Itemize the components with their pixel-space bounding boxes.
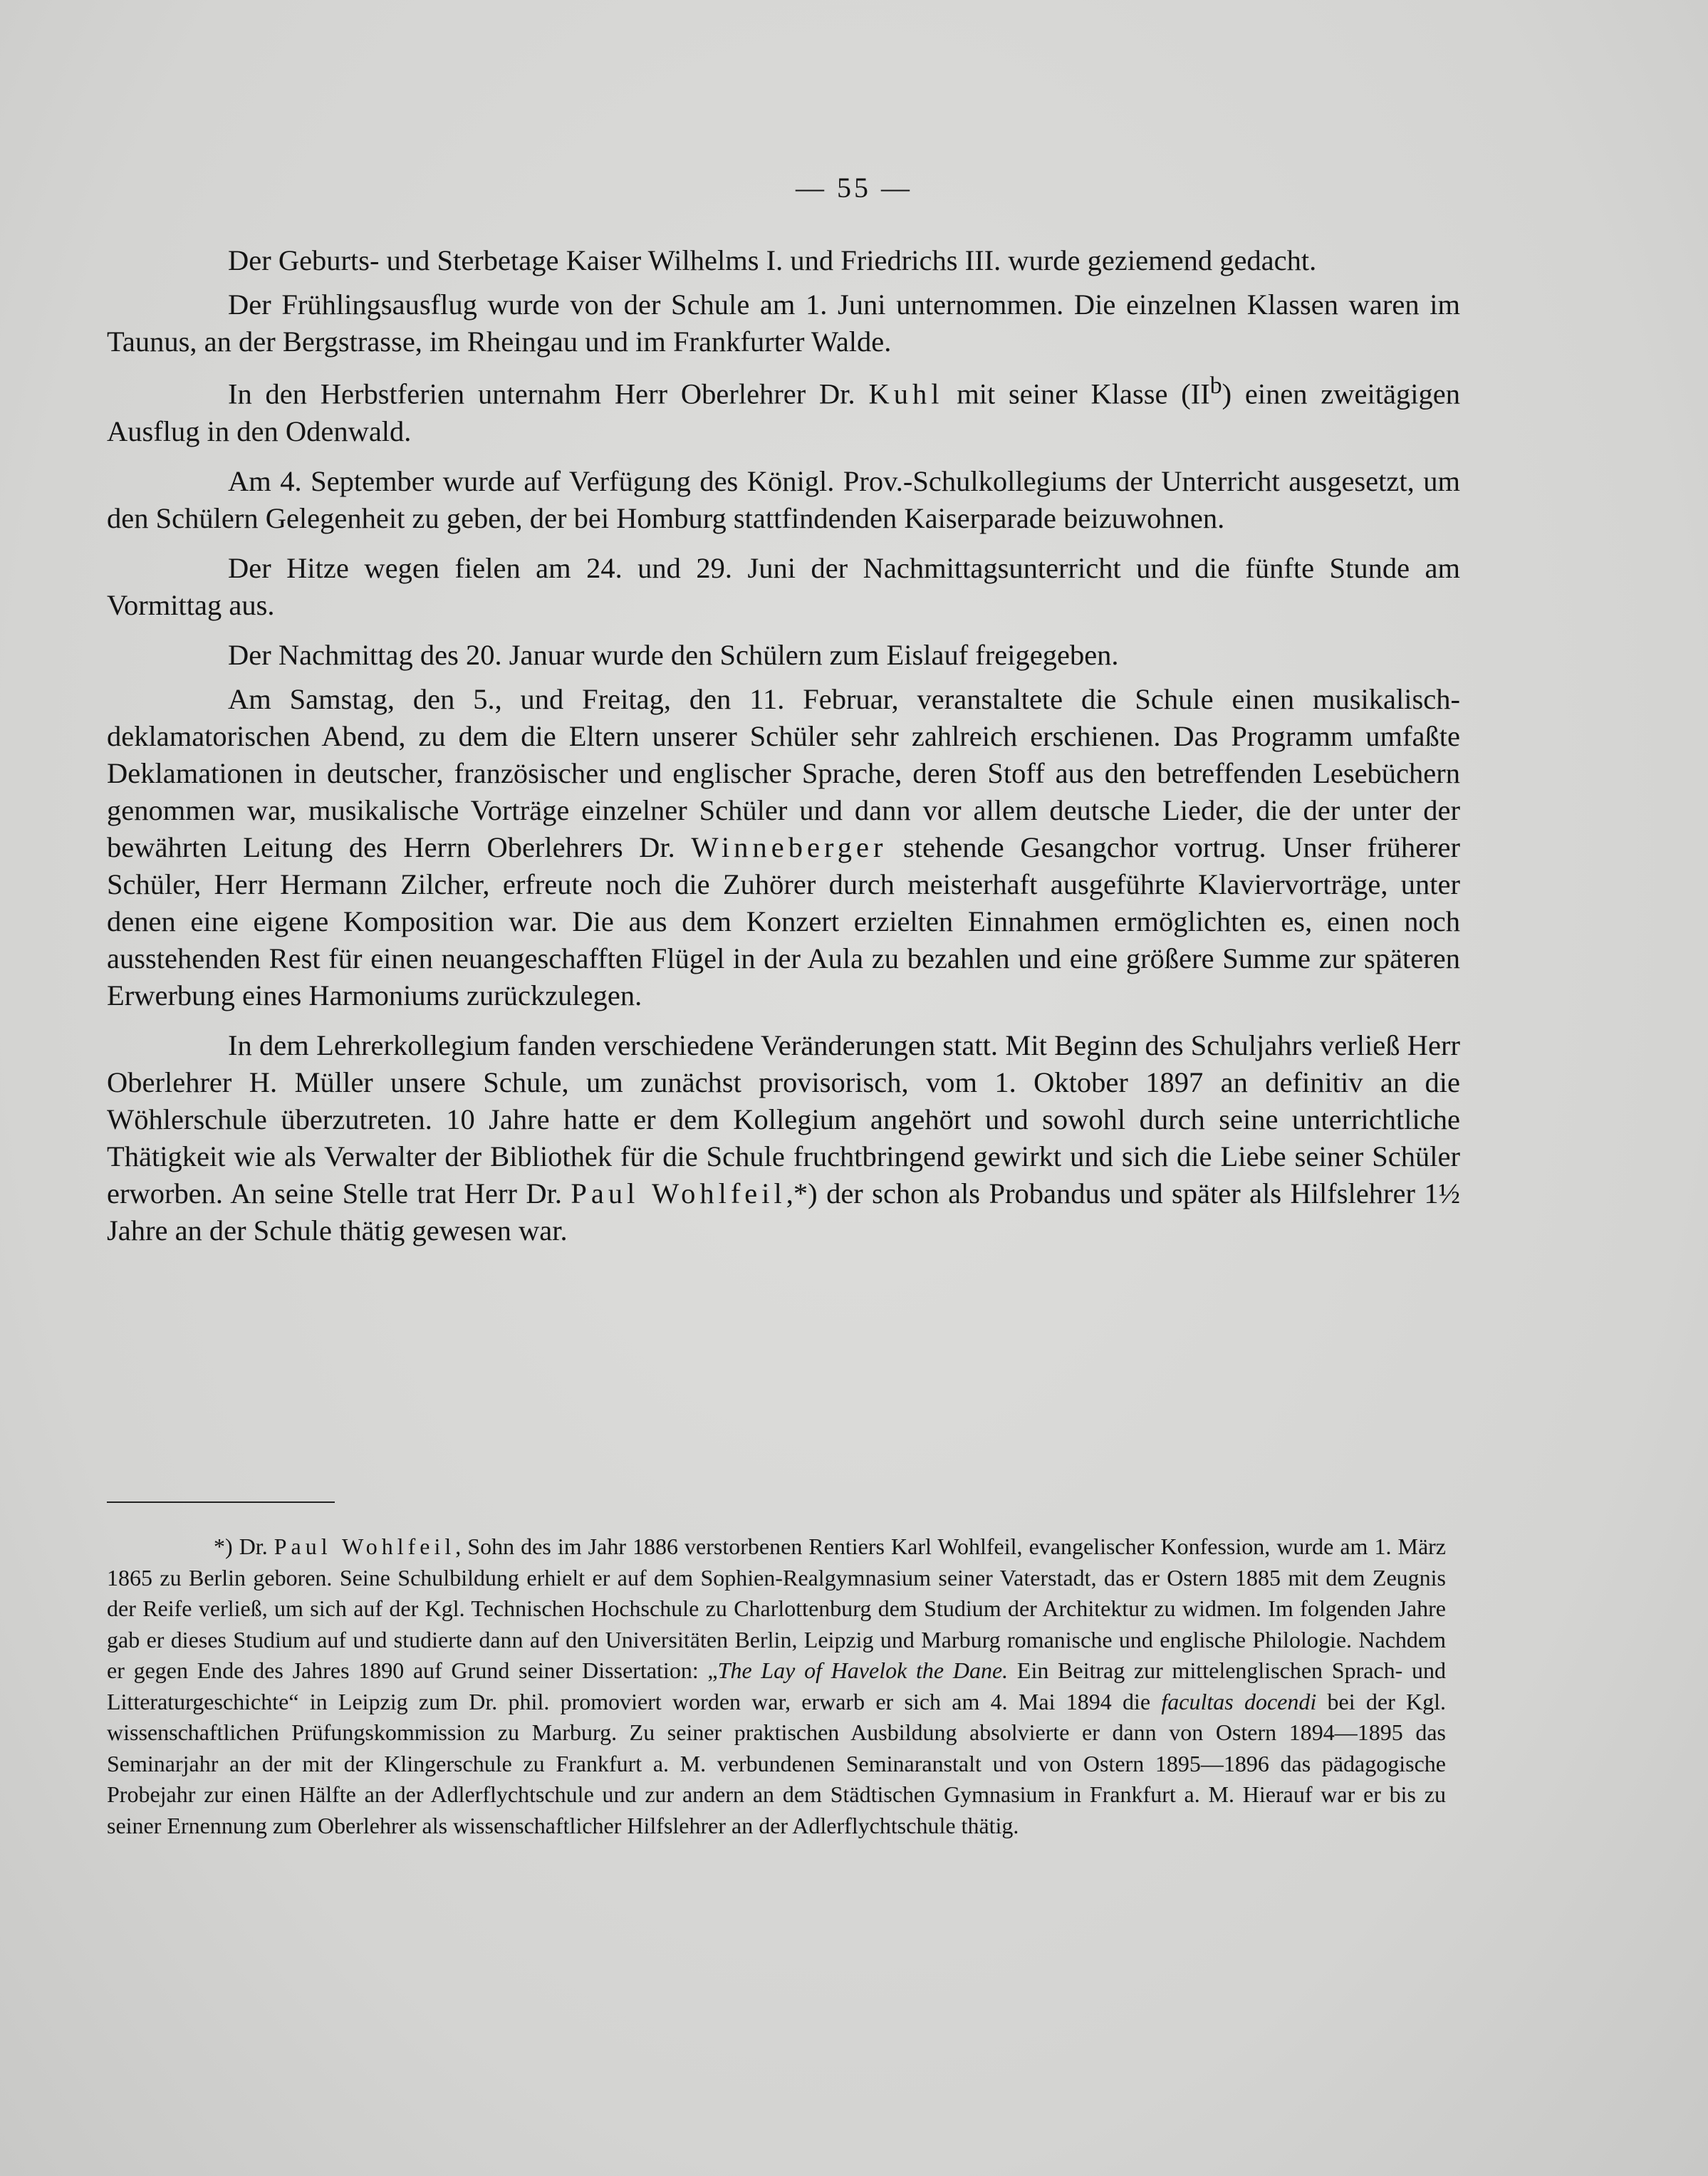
text-run: ) einen zweitägigen Ausflug in den Odenwald. bbox=[107, 378, 1460, 447]
text-run: bei der Kgl. wissenschaftlichen Prüfungskommission zu Marburg. Zu seiner praktischen Ausbildung absolvierte er dann von Ostern 1894—1895 das Seminarjahr an der mit der Klingerschule zu Frankfurt a. M. verbundenen Seminaranstalt und von Ostern 1895—1896 das pädagogische Probejahr zur einen Hälfte an der Adlerflychtschule und zur andern an dem Städtischen Gymnasium in Frankfurt a. M. Hierauf war er bis zu seiner Ernennung zum Oberlehrer als wissenschaftlicher Hilfslehrer an der Adlerflychtschule thätig. bbox=[107, 1688, 1447, 1838]
paragraph-kaiserparade: Am 4. September wurde auf Verfügung des Königl. Prov.-Schulkollegiums der Unterricht ausgesetzt, um den Schülern Gelegenheit zu geben, der bei Homburg stattfindenden Kaiserparade beizuwohnen. bbox=[107, 464, 1460, 534]
page-number: — 55 — bbox=[796, 172, 912, 204]
text-run: Ein Beitrag zur mittelenglischen Sprach- und Litteraturgeschichte“ in Leipzig zum Dr. phil. promoviert worden war, erwarb er sich am 4. Mai 1894 die bbox=[107, 1657, 1447, 1714]
text-run: In den Herbstferien unternahm Herr Oberlehrer Dr. bbox=[228, 378, 869, 410]
text-run: , Sohn des im Jahr 1886 verstorbenen Rentiers Karl Wohlfeil, evangelischer Konfession, wurde am 1. März 1865 zu Berlin geboren. Seine Schulbildung erhielt er auf dem Sophien-Realgymnasium seiner Vaterstadt, das er Ostern 1885 mit dem Zeugnis der Reife verließ, um sich auf der Kgl. Technischen Hochschule zu Charlottenburg dem Studium der Architektur zu widmen. Im folgenden Jahre gab er dieses Studium auf und studierte dann auf den Universitäten Berlin, Leipzig und Marburg romanische und englische Philologie. Nachdem er gegen Ende des Jahres 1890 auf Grund seiner Dissertation: „ bbox=[107, 1534, 1447, 1683]
paragraph-kaiser-gedenktage: Der Geburts- und Sterbetage Kaiser Wilhelms I. und Friedrichs III. wurde geziemend gedacht. bbox=[228, 244, 1317, 276]
main-text bbox=[107, 242, 1460, 1256]
person-name-kuhl: Kuhl bbox=[868, 378, 944, 410]
footnote-divider bbox=[107, 1501, 335, 1503]
paragraph-fruehlingsausflug: Der Frühlingsausflug wurde von der Schule am 1. Juni unternommen. Die einzelnen Klassen waren im Taunus, an der Bergstrasse, im Rheingau und im Frankfurter Walde. bbox=[107, 288, 1460, 358]
class-superscript: b bbox=[1209, 373, 1222, 399]
text-run: stehende Gesangchor vortrug. Unser früherer Schüler, Herr Hermann Zilcher, erfreute noch die Zuhörer durch meisterhaft ausgeführte Klaviervorträge, unter denen eine eigene Komposition war. Die aus dem Konzert erzielten Einnahmen ermöglichten es, einen noch ausstehenden Rest für einen neuangeschafften Flügel in der Aula zu bezahlen und eine größere Summe zur späteren Erwerbung eines Harmoniums zurückzulegen. bbox=[107, 831, 1460, 1011]
footnote bbox=[107, 1531, 1446, 1841]
person-name-wohlfeil: Paul Wohlfeil bbox=[571, 1177, 786, 1209]
text-run: ,*) der schon als Probandus und später als Hilfslehrer 1½ Jahre an der Schule thätig gewesen war. bbox=[107, 1177, 1460, 1246]
footnote-person-name: Paul Wohlfeil bbox=[274, 1534, 456, 1559]
paragraph-musikabend bbox=[107, 681, 1460, 1014]
text-run: mit seiner Klasse (II bbox=[943, 378, 1210, 410]
paragraph-lehrerkollegium bbox=[107, 1027, 1460, 1249]
dissertation-title: The Lay of Havelok the Dane. bbox=[717, 1657, 1009, 1683]
facultas-docendi: facultas docendi bbox=[1161, 1688, 1317, 1714]
person-name-winneberger: Winneberger bbox=[691, 831, 887, 863]
paragraph-hitzefrei: Der Hitze wegen fielen am 24. und 29. Juni der Nachmittagsunterricht und die fünfte Stunde am Vormittag aus. bbox=[107, 551, 1460, 621]
text-run: Am Samstag, den 5., und Freitag, den 11. Februar, veranstaltete die Schule einen musikalisch-deklamatorischen Abend, zu dem die Eltern unserer Schüler sehr zahlreich erschienen. Das Programm umfaßte Deklamationen in deutscher, französischer und englischer Sprache, deren Stoff aus den betreffenden Lesebüchern genommen war, musikalische Vorträge einzelner Schüler und dann vor allem deutsche Lieder, die der unter der bewährten Leitung des Herrn Oberlehrers Dr. bbox=[107, 682, 1460, 863]
footnote-mark: *) Dr. bbox=[214, 1534, 274, 1559]
text-run: In dem Lehrerkollegium fanden verschiedene Veränderungen statt. Mit Beginn des Schuljahrs verließ Herr Oberlehrer H. Müller unsere Schule, um zunächst provisorisch, vom 1. Oktober 1897 an definitiv an die Wöhlerschule überzutreten. 10 Jahre hatte er dem Kollegium angehört und sowohl durch seine unterrichtliche Thätigkeit wie als Verwalter der Bibliothek für die Schule fruchtbringend gewirkt und sich die Liebe seiner Schüler erworben. An seine Stelle trat Herr Dr. bbox=[107, 1029, 1460, 1209]
paragraph-eislauf: Der Nachmittag des 20. Januar wurde den Schülern zum Eislauf freigegeben. bbox=[228, 638, 1119, 671]
paragraph-herbstferien bbox=[107, 368, 1460, 450]
